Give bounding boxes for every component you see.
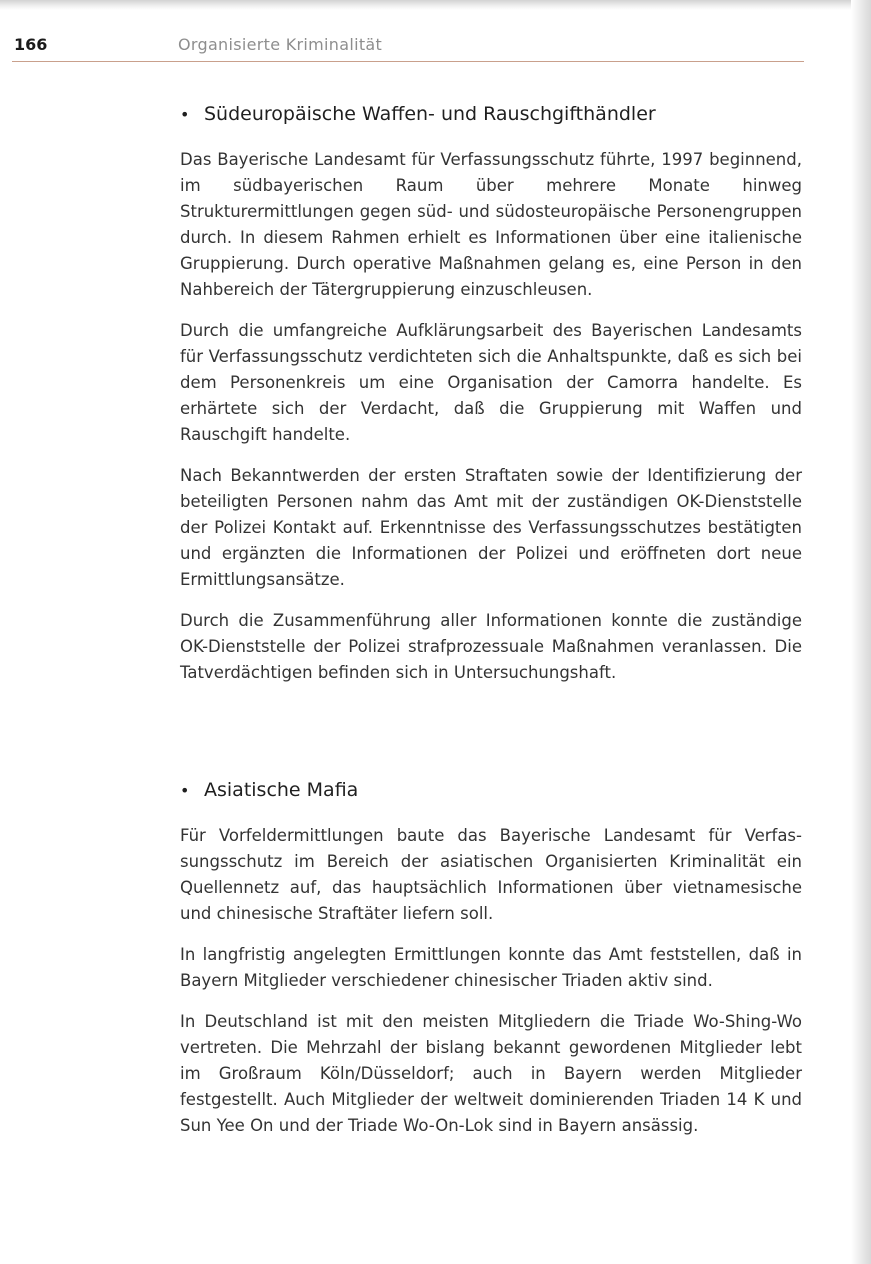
paragraph: Nach Bekanntwerden der ersten Straftaten sowie der Identifizierung der beteiligten Personen nahm das Amt mit der zuständigen OK-Dienststelle der Polizei Kontakt auf. Erkenntnisse des Verfassungsschutzes bestätigten und ergänzten die Informationen der Polizei und eröffneten dort neue Ermittlungsansätze. <box>180 466 802 589</box>
bullet-icon: • <box>180 781 190 800</box>
section-heading-text: Südeuropäische Waffen- und Rauschgifthändler <box>204 103 656 125</box>
section-heading-text: Asiatische Mafia <box>204 779 359 801</box>
page-number: 166 <box>14 35 48 54</box>
paragraph: Durch die umfangreiche Aufklärungsarbeit des Bayerischen Landesamts für Verfassungsschutz verdichteten sich die Anhaltspunkte, daß es sich bei dem Personenkreis um eine Organisation der Camorra handelte. Es erhärtete sich der Verdacht, daß die Gruppierung mit Waffen und Rauschgift handelte. <box>180 321 802 444</box>
scan-edge-right <box>851 0 871 1264</box>
paragraph: Durch die Zusammenführung aller Informationen konnte die zuständige OK-Dienststelle der Polizei strafprozessuale Maßnahmen veranlassen. Die Tatverdächtigen befinden sich in Untersuchungshaft. <box>180 611 802 682</box>
section-heading <box>180 100 802 129</box>
running-title: Organisierte Kriminalität <box>178 35 383 54</box>
section-heading <box>180 776 802 805</box>
paragraph: In langfristig angelegten Ermittlungen konnte das Amt feststellen, daß in Bayern Mitglieder verschiedener chinesischer Triaden aktiv sind. <box>180 945 802 990</box>
section-suedeuropaeische-haendler <box>180 100 802 701</box>
scan-edge-top <box>0 0 871 10</box>
paragraph: Für Vorfeldermittlungen baute das Bayerische Landesamt für Verfassungsschutz im Bereich der asiatischen Organisierten Kriminalität ein Quellennetz auf, das hauptsächlich Informationen über vietnamesische und chinesische Straftäter liefern soll. <box>180 826 802 923</box>
paragraph: Das Bayerische Landesamt für Verfassungsschutz führte, 1997 beginnend, im südbayerischen Raum über mehrere Monate hinweg Strukturermittlungen gegen süd- und südosteuropäische Personengruppen durch. In diesem Rahmen erhielt es Informationen über eine italienische Gruppierung. Durch operative Maßnahmen gelang es, eine Person in den Nahbereich der Tätergruppierung einzuschleusen. <box>180 150 802 299</box>
section-asiatische-mafia <box>180 776 802 1154</box>
header-rule <box>12 61 804 62</box>
bullet-icon: • <box>180 105 190 124</box>
paragraph: In Deutschland ist mit den meisten Mitgliedern die Triade Wo-Shing-Wo vertreten. Die Mehrzahl der bislang bekannt gewordenen Mitglieder lebt im Großraum Köln/Düsseldorf; auch in Bayern werden Mitglieder festgestellt. Auch Mitglieder der weltweit dominierenden Triaden 14 K und Sun Yee On und der Triade Wo-On-Lok sind in Bayern ansässig. <box>180 1012 802 1135</box>
